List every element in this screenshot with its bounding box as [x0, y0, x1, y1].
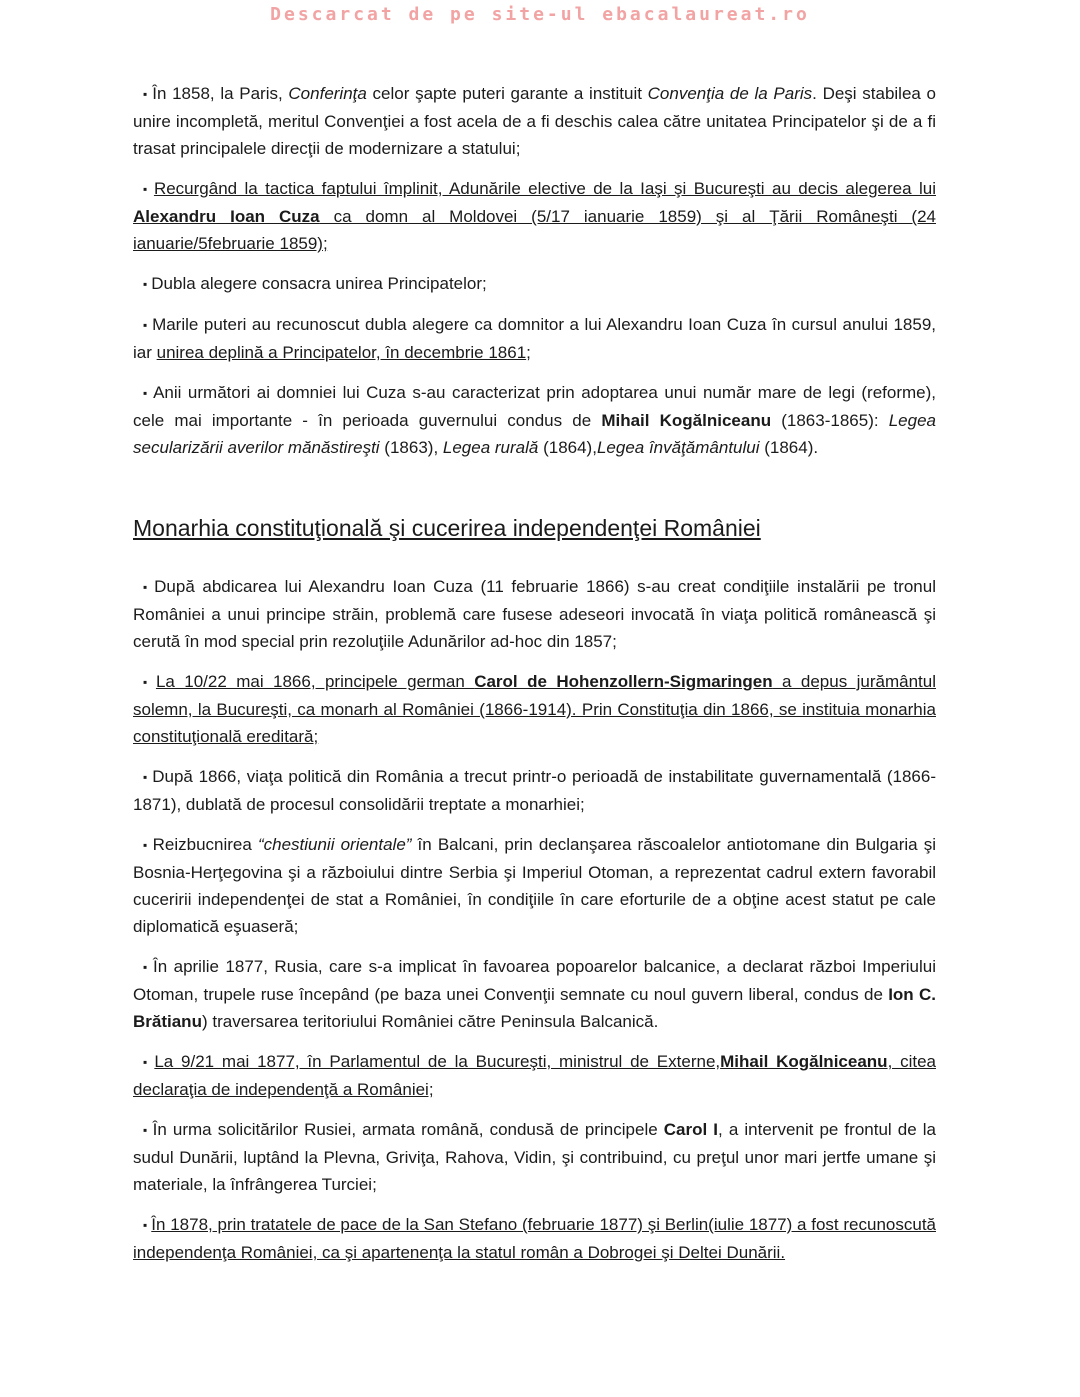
- section-heading: [133, 513, 936, 543]
- text-segment: Mihail Kogălniceanu: [720, 1052, 888, 1071]
- bullet-marker: ▪: [143, 675, 152, 689]
- text-segment: (1864).: [759, 438, 819, 457]
- document-content: [133, 80, 936, 1279]
- bullet-marker: ▪: [143, 770, 149, 784]
- bullet-marker: ▪: [143, 1123, 149, 1137]
- bullet-marker: ▪: [143, 1055, 151, 1069]
- watermark: Descarcat de pe site-ul ebacalaureat.ro: [270, 4, 810, 25]
- text-segment: În urma solicitărilor Rusiei, armata română, condusă de principele: [152, 1120, 664, 1139]
- bullet-paragraph: [133, 1116, 936, 1198]
- bullet-paragraph: [133, 573, 936, 655]
- bullet-paragraph: [133, 80, 936, 162]
- text-segment: La 9/21 mai 1877, în Parlamentul de la Bucureşti, ministrul de Externe,: [154, 1052, 721, 1071]
- bullet-paragraph: [133, 270, 936, 298]
- text-segment: celor şapte puteri garante a instituit: [366, 84, 648, 103]
- text-segment: Legea secularizării averilor mănăstireşti: [133, 411, 936, 457]
- text-segment: În 1858, la Paris,: [152, 84, 289, 103]
- bullet-paragraph: [133, 1211, 936, 1266]
- bullet-marker: ▪: [143, 277, 148, 291]
- text-segment: Carol I: [663, 1120, 719, 1139]
- text-segment: Anii următori ai domniei lui Cuza s-au caracterizat prin adoptarea unui număr mare de legi (reforme), cele mai importante - în perioada guvernului condus de: [133, 383, 936, 430]
- text-segment: Conferinţa: [288, 84, 367, 103]
- text-segment: în Balcani, prin declanşarea răscoalelor antiotomane din Bulgaria şi Bosnia-Herţegovina şi a războiului dintre Serbia şi Imperiul Otoman, a reprezentat cadrul extern favorabil cuceririi independenţei de stat a României, în condiţiile în care eforturile de a obţine acest statut pe cale diplomatică eşuaseră;: [133, 835, 936, 936]
- bullet-paragraph: [133, 1048, 936, 1103]
- bullet-paragraph: [133, 831, 936, 940]
- text-segment: În aprilie 1877, Rusia, care s-a implicat în favoarea popoarelor balcanice, a declarat război Imperiului Otoman, trupele ruse începând (pe baza unei Convenţii semnate cu noul guvern liberal, condus de: [133, 957, 936, 1004]
- text-segment: (1863),: [379, 438, 443, 457]
- text-segment: Monarhia constituţională şi cucerirea independenţei României: [133, 515, 761, 541]
- text-segment: ca domn al Moldovei (5/17 ianuarie 1859) şi al Ţării Româneşti (24 ianuarie/5februarie 1859);: [133, 207, 937, 253]
- text-segment: “chestiunii orientale”: [257, 835, 412, 854]
- bullet-paragraph: [133, 379, 936, 461]
- text-segment: a depus jurământul solemn, la Bucureşti, ca monarh al României (1866-1914). Prin Constituţia din 1866, se instituia monarhia constituţională ereditară;: [133, 672, 936, 746]
- text-segment: Legea învăţământului: [596, 438, 760, 457]
- bullet-paragraph: [133, 953, 936, 1035]
- text-segment: Recurgând la tactica faptului împlinit, Adunările elective de la Iaşi şi Bucureşti au decis alegerea lui: [153, 179, 936, 198]
- bullet-paragraph: [133, 763, 936, 818]
- bullet-marker: ▪: [143, 1218, 148, 1232]
- text-segment: ;: [526, 343, 531, 362]
- bullet-paragraph: [133, 311, 936, 366]
- text-segment: , a intervenit pe frontul de la sudul Dunării, luptând la Plevna, Griviţa, Rahova, Vidin, şi contribuind, cu preţul unor mari jertfe umane şi materiale, la înfrângerea Turciei;: [133, 1120, 936, 1194]
- text-segment: În 1878, prin tratatele de pace de la San Stefano (februarie 1877) şi Berlin(iulie 1877) a fost recunoscută independenţa României, ca şi apartenenţa la statul român a Dobrogei şi Deltei Dunării.: [133, 1215, 936, 1262]
- text-segment: La 10/22 mai 1866, principele german: [155, 672, 475, 691]
- text-segment: Reizbucnirea: [152, 835, 258, 854]
- bullet-marker: ▪: [143, 318, 149, 332]
- text-segment: (1864),: [538, 438, 597, 457]
- text-segment: Dubla alegere consacra unirea Principatelor;: [151, 274, 487, 293]
- text-segment: Mihail Kogălniceanu: [601, 411, 772, 430]
- text-segment: Alexandru Ioan Cuza: [133, 207, 320, 226]
- text-segment: Carol de Hohenzollern-Sigmaringen: [474, 672, 773, 691]
- bullet-paragraph: [133, 175, 936, 257]
- bullet-marker: ▪: [143, 580, 151, 594]
- text-segment: Convenţia de la Paris: [647, 84, 813, 103]
- text-segment: Marile puteri au recunoscut dubla alegere ca domnitor a lui Alexandru Ioan Cuza în cursul anului 1859, iar: [133, 315, 936, 362]
- bullet-marker: ▪: [143, 182, 150, 196]
- text-segment: unirea deplină a Principatelor, în decembrie 1861: [156, 343, 527, 362]
- bullet-marker: ▪: [143, 87, 149, 101]
- text-segment: După abdicarea lui Alexandru Ioan Cuza (11 februarie 1866) s-au creat condiţiile instalării pe tronul României a unui principe străin, problemă care fusese adeseori invocată în viaţa politică românească şi cerută în mod special prin rezoluţiile Adunărilor ad-hoc din 1857;: [133, 577, 936, 651]
- text-segment: , citea declaraţia de independenţă a României;: [133, 1052, 936, 1099]
- bullet-paragraph: [133, 668, 936, 750]
- bullet-marker: ▪: [143, 838, 149, 852]
- text-segment: . Deşi stabilea o unire incompletă, meritul Convenţiei a fost acela de a fi deschis calea către unitatea Principatelor şi de a fi trasat principalele direcţii de modernizare a statului;: [133, 84, 937, 158]
- text-segment: După 1866, viaţa politică din România a trecut printr-o perioadă de instabilitate guvernamentală (1866-1871), dublată de procesul consolidării treptate a monarhiei;: [133, 767, 936, 814]
- text-segment: ) traversarea teritoriului României către Peninsula Balcanică.: [201, 1012, 659, 1031]
- text-segment: Ion C. Brătianu: [133, 985, 936, 1031]
- text-segment: Legea rurală: [442, 438, 539, 457]
- bullet-marker: ▪: [143, 386, 150, 400]
- text-segment: (1863-1865):: [771, 411, 889, 430]
- bullet-marker: ▪: [143, 960, 149, 974]
